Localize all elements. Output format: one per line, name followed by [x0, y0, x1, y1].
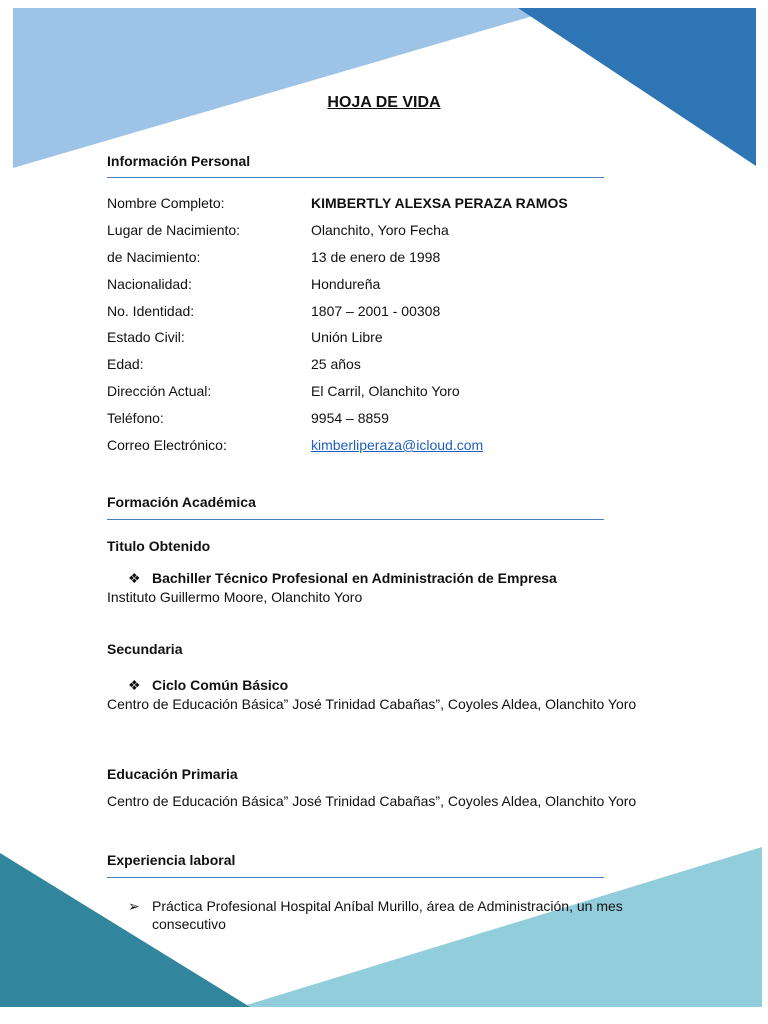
info-value: KIMBERTLY ALEXSA PERAZA RAMOS: [311, 195, 568, 211]
subheading-degree: Titulo Obtenido: [107, 538, 211, 554]
info-value: Olanchito, Yoro Fecha: [311, 222, 449, 238]
info-label: Lugar de Nacimiento:: [107, 222, 241, 238]
secondary-institution: Centro de Educación Básica” José Trinidad Cabañas”, Coyoles Aldea, Olanchito Yoro: [107, 696, 637, 712]
secondary-name: Ciclo Común Básico: [152, 677, 289, 693]
info-value: El Carril, Olanchito Yoro: [311, 383, 460, 399]
section-divider: [107, 177, 604, 178]
info-value: 25 años: [311, 356, 361, 372]
page-title: HOJA DE VIDA: [327, 94, 441, 111]
info-label: Correo Electrónico:: [107, 437, 227, 453]
info-value: Unión Libre: [311, 329, 383, 345]
subheading-secondary: Secundaria: [107, 641, 183, 657]
degree-name: Bachiller Técnico Profesional en Administración de Empresa: [152, 570, 557, 586]
degree-institution: Instituto Guillermo Moore, Olanchito Yoro: [107, 589, 363, 605]
subheading-primary: Educación Primaria: [107, 766, 238, 782]
email-link[interactable]: kimberliperaza@icloud.com: [311, 437, 484, 453]
info-label: Nombre Completo:: [107, 195, 225, 211]
info-label: de Nacimiento:: [107, 249, 201, 265]
section-divider: [107, 877, 604, 878]
info-value: Hondureña: [311, 276, 381, 292]
diamond-bullet-icon: ❖: [128, 677, 141, 693]
info-label: Nacionalidad:: [107, 276, 192, 292]
degree-item: [128, 570, 557, 587]
experience-item: [128, 897, 668, 933]
info-label: Edad:: [107, 356, 144, 372]
info-label: No. Identidad:: [107, 303, 195, 319]
section-heading-academic: Formación Académica: [107, 494, 256, 510]
section-heading-personal: Información Personal: [107, 153, 251, 169]
info-label: Teléfono:: [107, 410, 164, 426]
section-heading-experience: Experiencia laboral: [107, 852, 236, 868]
info-value: 1807 – 2001 - 00308: [311, 303, 441, 319]
section-divider: [107, 519, 604, 520]
experience-text: Práctica Profesional Hospital Aníbal Murillo, área de Administración, un mes consecutivo: [152, 898, 623, 932]
info-value: 13 de enero de 1998: [311, 249, 441, 265]
arrow-bullet-icon: ➢: [128, 898, 140, 914]
info-label: Estado Civil:: [107, 329, 185, 345]
primary-institution: Centro de Educación Básica” José Trinidad Cabañas”, Coyoles Aldea, Olanchito Yoro: [107, 793, 637, 809]
info-value: 9954 – 8859: [311, 410, 389, 426]
info-label: Dirección Actual:: [107, 383, 212, 399]
diamond-bullet-icon: ❖: [128, 570, 141, 586]
secondary-item: [128, 677, 288, 694]
